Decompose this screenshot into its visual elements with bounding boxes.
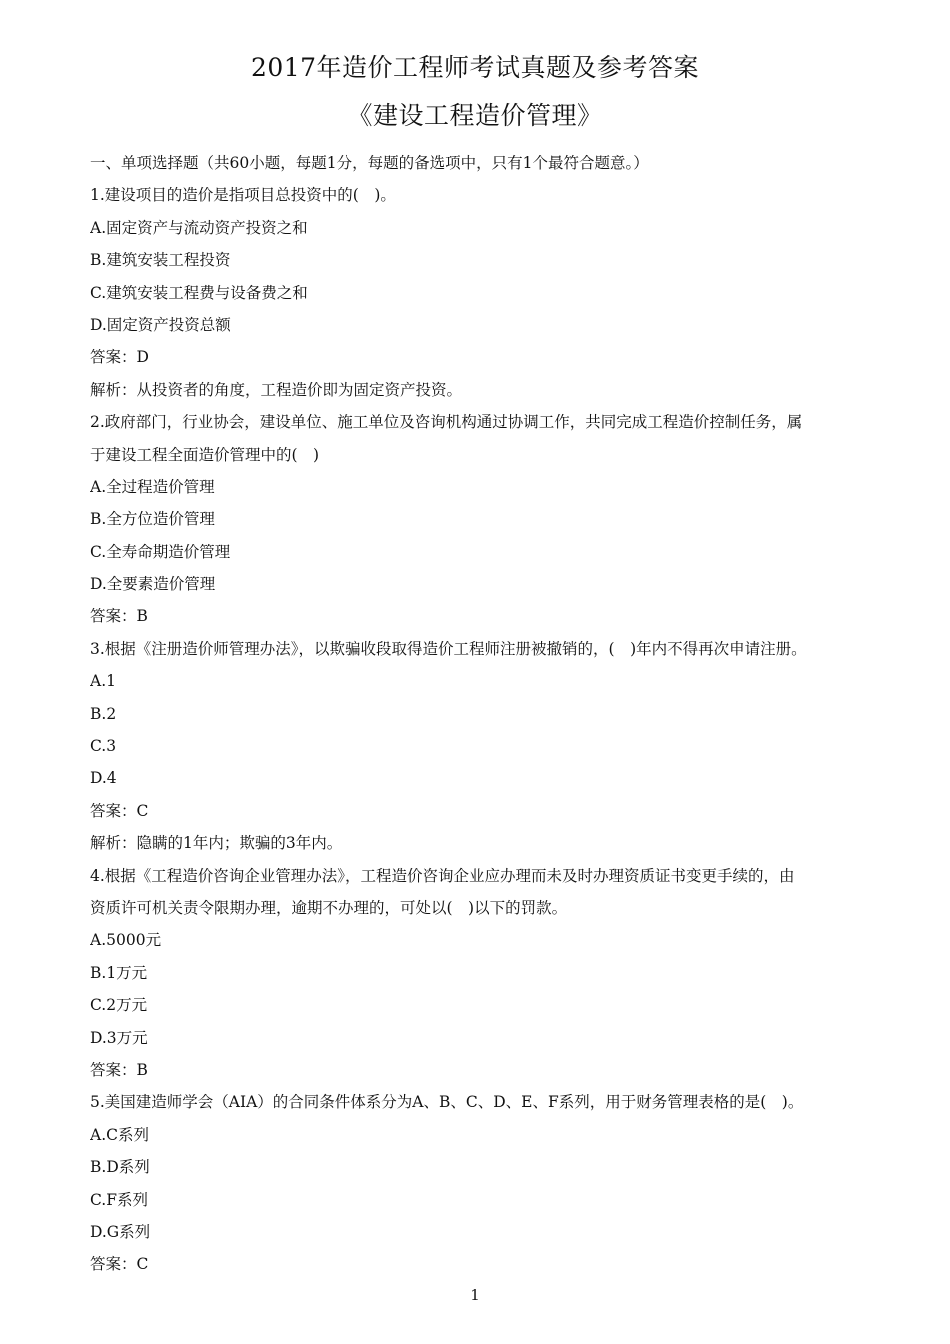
text-line: 解析：隐瞒的1年内；欺骗的3年内。 [90,834,343,853]
text-line: 答案：B [90,1060,148,1079]
page-number: 1 [470,1286,480,1304]
text-line: 于建设工程全面造价管理中的( ) [90,445,320,464]
text-line: 答案：C [90,1255,149,1274]
document-title: 2017年造价工程师考试真题及参考答案 [250,53,700,82]
text-line: B.全方位造价管理 [90,510,215,529]
text-line: B.建筑安装工程投资 [90,251,231,270]
text-line: D.3万元 [90,1028,148,1047]
text-line: A.1 [90,672,116,691]
text-line: D.固定资产投资总额 [90,315,231,334]
text-line: 答案：C [90,801,149,820]
text-line: 解析：从投资者的角度，工程造价即为固定资产投资。 [90,380,463,399]
text-line: 资质许可机关责令限期办理，逾期不办理的，可处以( )以下的罚款。 [90,898,568,917]
text-line: C.2万元 [90,996,148,1015]
text-line: 4.根据《工程造价咨询企业管理办法》，工程造价咨询企业应办理而未及时办理资质证书变更手续的，由 [90,866,795,885]
text-line: D.4 [90,769,117,788]
text-line: A.5000元 [90,931,162,950]
text-line: 一、单项选择题（共60小题，每题1分，每题的备选项中，只有1个最符合题意。） [90,154,649,172]
text-line: 2.政府部门，行业协会，建设单位、施工单位及咨询机构通过协调工作，共同完成工程造价控制任务，属 [90,413,803,432]
document-body [90,147,870,1281]
text-line: C.F系列 [90,1190,148,1209]
text-line: D.G系列 [90,1222,151,1241]
text-line: A.全过程造价管理 [90,477,215,496]
text-line: C.全寿命期造价管理 [90,542,231,561]
text-line: 答案：B [90,607,148,626]
text-line: 答案：D [90,348,149,367]
text-line: 3.根据《注册造价师管理办法》，以欺骗收段取得造价工程师注册被撤销的，( )年内不得再次申请注册。 [90,639,807,658]
text-line: B.1万元 [90,963,148,982]
text-line: B.2 [90,704,117,723]
text-line: C.3 [90,737,117,756]
text-line: D.全要素造价管理 [90,575,216,594]
text-line: C.建筑安装工程费与设备费之和 [90,283,308,302]
document-subtitle: 《建设工程造价管理》 [347,101,603,130]
text-line: 5.美国建造师学会（AIA）的合同条件体系分为A、B、C、D、E、F系列，用于财务管理表格的是( )。 [90,1093,804,1112]
text-line: B.D系列 [90,1158,150,1177]
text-line: A.固定资产与流动资产投资之和 [90,218,308,237]
text-line: 1.建设项目的造价是指项目总投资中的( )。 [90,186,396,205]
text-line: A.C系列 [90,1125,149,1144]
